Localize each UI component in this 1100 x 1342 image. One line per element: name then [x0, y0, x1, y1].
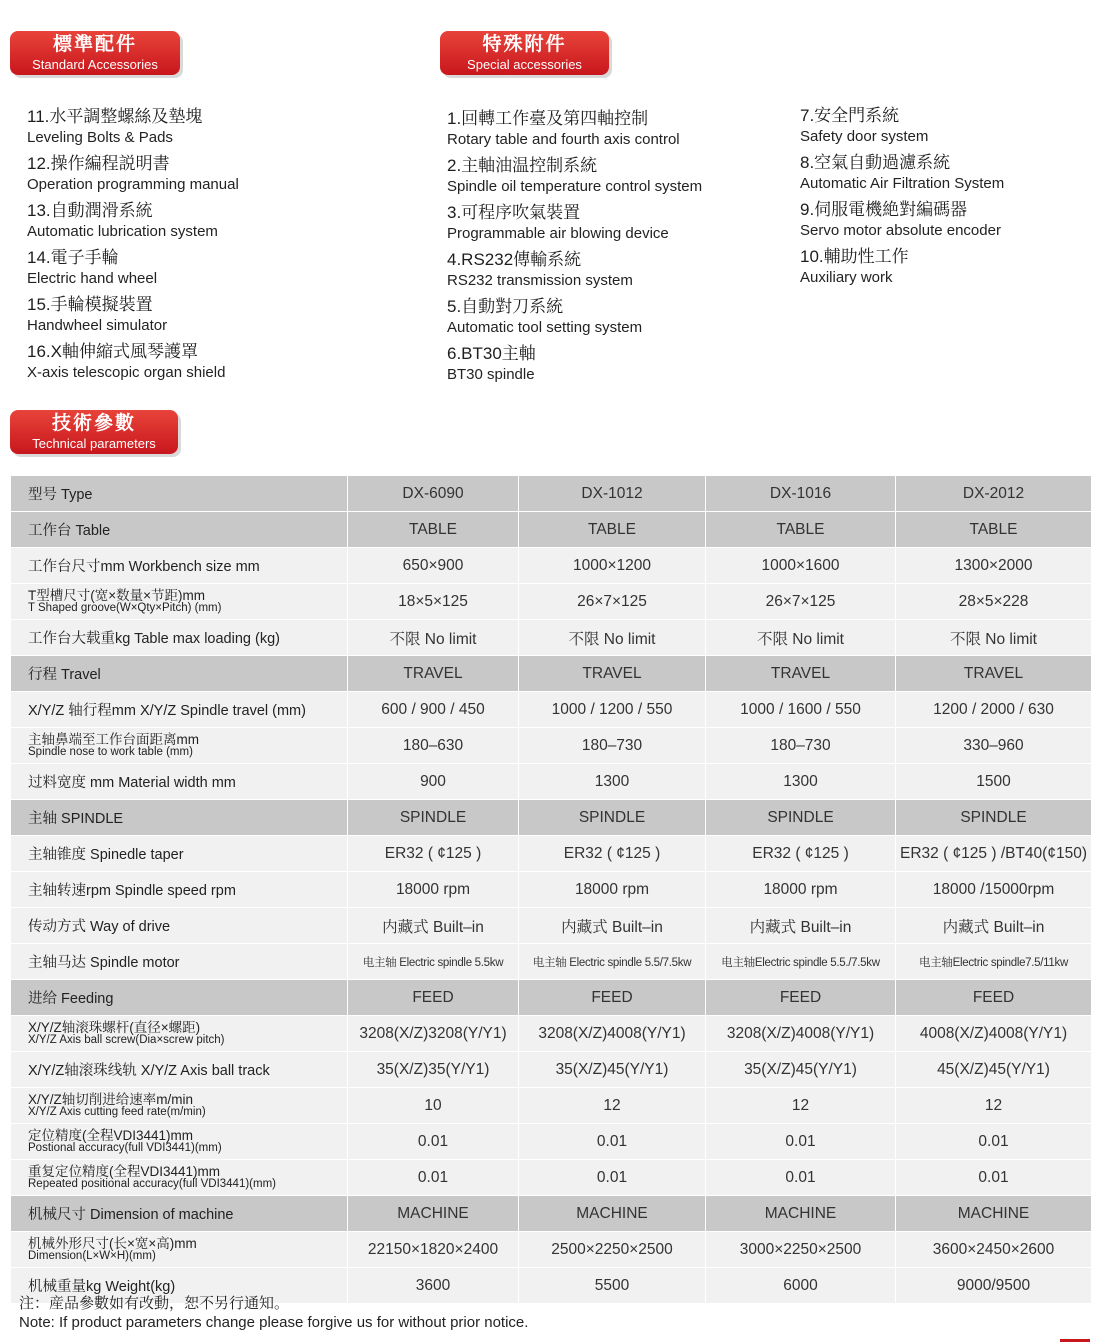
table-cell: MACHINE	[706, 1196, 896, 1232]
row-label-zh: X/Y/Z轴滚珠螺杆(直径×螺距)	[28, 1020, 201, 1035]
row-label-en: Repeated positional accuracy(full VDI3441)(mm)	[28, 1178, 276, 1190]
row-label	[11, 548, 348, 584]
table-cell: 1300	[519, 764, 706, 800]
row-label	[11, 512, 348, 548]
accessory-item-en: Operation programming manual	[27, 176, 239, 193]
row-label-text: 工作台尺寸mm Workbench size mm	[28, 559, 260, 575]
row-label-zh: 定位精度(全程VDI3441)mm	[28, 1128, 194, 1143]
row-label-zh: 机械外形尺寸(长×宽×高)mm	[28, 1236, 197, 1251]
row-label	[11, 584, 348, 620]
accessory-item-en: Servo motor absolute encoder	[800, 222, 1001, 239]
table-cell: 9000/9500	[896, 1268, 1092, 1304]
accessory-item	[447, 108, 680, 150]
special-accessories-subtitle: Special accessories	[467, 57, 582, 72]
accessory-item	[800, 199, 1001, 241]
row-label-text: 主轴锥度 Spinedle taper	[28, 847, 184, 863]
table-cell: 900	[348, 764, 519, 800]
row-label	[11, 944, 348, 980]
table-row	[11, 1124, 1092, 1160]
table-cell: 1500	[896, 764, 1092, 800]
table-cell: ER32 ( ¢125 )	[706, 836, 896, 872]
table-cell: ER32 ( ¢125 )	[348, 836, 519, 872]
table-cell: 10	[348, 1088, 519, 1124]
row-label-en: Postional accuracy(full VDI3441)(mm)	[28, 1142, 222, 1154]
table-row	[11, 800, 1092, 836]
accessory-item	[447, 296, 642, 338]
accessory-item-en: Rotary table and fourth axis control	[447, 131, 680, 148]
accessory-item-zh: 15.手輪模擬裝置	[27, 295, 153, 314]
accessory-item-en: Spindle oil temperature control system	[447, 178, 703, 195]
row-label	[11, 1196, 348, 1232]
table-cell: 12	[519, 1088, 706, 1124]
table-cell: 内藏式 Built–in	[519, 908, 706, 944]
table-cell: MACHINE	[519, 1196, 706, 1232]
table-cell: SPINDLE	[519, 800, 706, 836]
accessory-item-zh: 11.水平調整螺絲及墊塊	[27, 107, 203, 126]
row-label	[11, 728, 348, 764]
table-cell: FEED	[348, 980, 519, 1016]
table-cell: 不限 No limit	[896, 620, 1092, 656]
table-row	[11, 1052, 1092, 1088]
row-label	[11, 1016, 348, 1052]
table-cell: DX-1016	[706, 476, 896, 512]
table-cell: TRAVEL	[706, 656, 896, 692]
row-label-text: 主轴 SPINDLE	[28, 811, 124, 827]
row-label	[11, 836, 348, 872]
table-cell: 35(X/Z)35(Y/Y1)	[348, 1052, 519, 1088]
table-cell: 35(X/Z)45(Y/Y1)	[706, 1052, 896, 1088]
table-cell: 180–730	[706, 728, 896, 764]
table-cell: SPINDLE	[896, 800, 1092, 836]
table-cell: 1000 / 1200 / 550	[519, 692, 706, 728]
accessory-item-en: Programmable air blowing device	[447, 225, 669, 242]
table-cell: 1000×1600	[706, 548, 896, 584]
accessory-item-zh: 2.主軸油温控制系統	[447, 156, 598, 175]
table-cell: 0.01	[519, 1160, 706, 1196]
table-cell: DX-1012	[519, 476, 706, 512]
special-accessories-badge	[440, 31, 609, 75]
accessory-item-zh: 3.可程序吹氣裝置	[447, 203, 581, 222]
table-row	[11, 1016, 1092, 1052]
table-cell: 3600	[348, 1268, 519, 1304]
row-label-text: 机械尺寸 Dimension of machine	[28, 1207, 234, 1223]
row-label	[11, 692, 348, 728]
accessory-item	[800, 152, 1004, 194]
table-cell: 18000 rpm	[706, 872, 896, 908]
table-cell: 3600×2450×2600	[896, 1232, 1092, 1268]
row-label	[11, 1160, 348, 1196]
accessory-item-en: Automatic Air Filtration System	[800, 175, 1005, 192]
table-cell: 3208(X/Z)4008(Y/Y1)	[706, 1016, 896, 1052]
row-label	[11, 872, 348, 908]
accessory-item-zh: 7.安全門系統	[800, 106, 900, 125]
standard-accessories-subtitle: Standard Accessories	[32, 57, 158, 72]
technical-parameters-badge	[10, 410, 178, 454]
accessory-item-zh: 6.BT30主軸	[447, 344, 536, 363]
accessory-item-zh: 4.RS232傳輸系統	[447, 250, 582, 269]
table-cell: 1000 / 1600 / 550	[706, 692, 896, 728]
row-label-zh: X/Y/Z轴切削进给速率m/min	[28, 1092, 194, 1107]
table-cell: TABLE	[896, 512, 1092, 548]
table-cell: 330–960	[896, 728, 1092, 764]
table-cell: 180–730	[519, 728, 706, 764]
table-cell: 18000 /15000rpm	[896, 872, 1092, 908]
table-row	[11, 980, 1092, 1016]
table-cell: 不限 No limit	[348, 620, 519, 656]
table-cell: 电主轴Electric spindle7.5/11kw	[896, 944, 1092, 980]
row-label-text: 行程 Travel	[28, 667, 101, 683]
table-cell: 2500×2250×2500	[519, 1232, 706, 1268]
table-cell: 电主轴Electric spindle 5.5./7.5kw	[706, 944, 896, 980]
table-cell: 电主轴 Electric spindle 5.5/7.5kw	[519, 944, 706, 980]
accessory-item-zh: 14.電子手輪	[27, 248, 119, 267]
row-label	[11, 1052, 348, 1088]
table-row	[11, 908, 1092, 944]
accessory-item-en: RS232 transmission system	[447, 272, 633, 289]
table-row	[11, 944, 1092, 980]
table-cell: 电主轴 Electric spindle 5.5kw	[348, 944, 519, 980]
row-label-text: 工作台 Table	[28, 523, 111, 539]
row-label-zh: T型槽尺寸(宽×数量×节距)mm	[28, 588, 205, 603]
row-label-en: X/Y/Z Axis ball screw(Dia×screw pitch)	[28, 1034, 225, 1046]
accessory-item	[447, 202, 669, 244]
notice-en: Note: If product parameters change please forgive us for without prior notice.	[19, 1314, 529, 1331]
row-label-en: Dimension(L×W×H)(mm)	[28, 1250, 156, 1262]
table-cell: 12	[706, 1088, 896, 1124]
table-row	[11, 548, 1092, 584]
table-cell: 28×5×228	[896, 584, 1092, 620]
table-row	[11, 836, 1092, 872]
table-row	[11, 512, 1092, 548]
table-cell: SPINDLE	[348, 800, 519, 836]
table-cell: 3208(X/Z)3208(Y/Y1)	[348, 1016, 519, 1052]
accessory-item	[800, 246, 909, 288]
row-label	[11, 656, 348, 692]
table-cell: TABLE	[348, 512, 519, 548]
table-cell: TABLE	[706, 512, 896, 548]
accessory-item	[447, 343, 536, 385]
table-cell: 1300	[706, 764, 896, 800]
table-cell: TRAVEL	[519, 656, 706, 692]
table-cell: FEED	[519, 980, 706, 1016]
table-cell: SPINDLE	[706, 800, 896, 836]
table-cell: 0.01	[519, 1124, 706, 1160]
table-row	[11, 476, 1092, 512]
table-cell: 0.01	[348, 1124, 519, 1160]
table-cell: 0.01	[706, 1124, 896, 1160]
accessory-item	[800, 105, 928, 147]
table-cell: 4008(X/Z)4008(Y/Y1)	[896, 1016, 1092, 1052]
table-cell: 12	[896, 1088, 1092, 1124]
row-label-text: 过料宽度 mm Material width mm	[28, 775, 236, 791]
table-cell: 26×7×125	[519, 584, 706, 620]
table-cell: MACHINE	[896, 1196, 1092, 1232]
row-label	[11, 980, 348, 1016]
table-cell: 35(X/Z)45(Y/Y1)	[519, 1052, 706, 1088]
accessory-item-en: X-axis telescopic organ shield	[27, 364, 226, 381]
accessory-item-en: Safety door system	[800, 128, 929, 145]
standard-accessories-badge	[10, 31, 180, 75]
accessory-item-zh: 9.伺服電機絶對編碼器	[800, 200, 968, 219]
accessory-item	[447, 249, 633, 291]
accessory-item-zh: 16.X軸伸縮式風琴護罩	[27, 342, 198, 361]
table-row	[11, 1196, 1092, 1232]
table-cell: 22150×1820×2400	[348, 1232, 519, 1268]
table-cell: 不限 No limit	[519, 620, 706, 656]
table-cell: 180–630	[348, 728, 519, 764]
table-row	[11, 1088, 1092, 1124]
row-label	[11, 476, 348, 512]
table-cell: FEED	[896, 980, 1092, 1016]
accessory-item	[27, 294, 167, 336]
table-cell: 1000×1200	[519, 548, 706, 584]
accessory-item	[27, 247, 157, 289]
table-row	[11, 728, 1092, 764]
table-cell: 0.01	[896, 1124, 1092, 1160]
table-cell: 650×900	[348, 548, 519, 584]
table-cell: ER32 ( ¢125 )	[519, 836, 706, 872]
accessory-item-zh: 12.操作編程説明書	[27, 154, 170, 173]
table-cell: 1300×2000	[896, 548, 1092, 584]
accessory-item-zh: 1.回轉工作臺及第四軸控制	[447, 109, 649, 128]
special-accessories-title: 特殊附件	[482, 34, 567, 55]
table-cell: 0.01	[706, 1160, 896, 1196]
row-label-text: 主轴转速rpm Spindle speed rpm	[28, 883, 236, 899]
table-cell: TRAVEL	[348, 656, 519, 692]
row-label-text: 主轴马达 Spindle motor	[28, 955, 180, 971]
row-label-text: 传动方式 Way of drive	[28, 919, 171, 935]
accessory-item	[27, 106, 202, 148]
standard-accessories-title: 標準配件	[52, 34, 137, 55]
accessory-item	[447, 155, 702, 197]
table-cell: 1200 / 2000 / 630	[896, 692, 1092, 728]
row-label	[11, 1088, 348, 1124]
accessory-item-zh: 10.輔助性工作	[800, 247, 909, 266]
row-label	[11, 908, 348, 944]
table-cell: DX-6090	[348, 476, 519, 512]
table-cell: 6000	[706, 1268, 896, 1304]
table-row	[11, 656, 1092, 692]
row-label-en: Spindle nose to work table (mm)	[28, 746, 193, 758]
table-cell: 内藏式 Built–in	[348, 908, 519, 944]
table-row	[11, 1232, 1092, 1268]
accessory-item	[27, 341, 225, 383]
row-label-zh: 主轴鼻端至工作台面距离mm	[28, 732, 199, 747]
table-cell: 0.01	[896, 1160, 1092, 1196]
table-cell: 3000×2250×2500	[706, 1232, 896, 1268]
accessory-item-zh: 5.自動對刀系統	[447, 297, 564, 316]
table-cell: 18000 rpm	[519, 872, 706, 908]
row-label	[11, 620, 348, 656]
table-cell: 不限 No limit	[706, 620, 896, 656]
accessory-item-en: Electric hand wheel	[27, 270, 158, 287]
row-label	[11, 1232, 348, 1268]
row-label-text: X/Y/Z轴滚珠线轨 X/Y/Z Axis ball track	[28, 1063, 270, 1079]
technical-parameters-subtitle: Technical parameters	[32, 436, 156, 451]
table-cell: 45(X/Z)45(Y/Y1)	[896, 1052, 1092, 1088]
row-label-text: 工作台大载重kg Table max loading (kg)	[28, 631, 280, 647]
table-cell: 内藏式 Built–in	[896, 908, 1092, 944]
row-label	[11, 800, 348, 836]
table-cell: 18×5×125	[348, 584, 519, 620]
accessory-item-en: Auxiliary work	[800, 269, 893, 286]
technical-parameters-table	[10, 475, 1092, 1304]
table-cell: TABLE	[519, 512, 706, 548]
row-label-en: X/Y/Z Axis cutting feed rate(m/min)	[28, 1106, 206, 1118]
accessory-item	[27, 200, 218, 242]
table-cell: ER32 ( ¢125 ) /BT40(¢150)	[896, 836, 1092, 872]
table-row	[11, 692, 1092, 728]
table-cell: 3208(X/Z)4008(Y/Y1)	[519, 1016, 706, 1052]
accessory-item-en: Leveling Bolts & Pads	[27, 129, 173, 146]
accessory-item	[27, 153, 239, 195]
table-row	[11, 584, 1092, 620]
row-label	[11, 764, 348, 800]
accessory-item-en: Handwheel simulator	[27, 317, 168, 334]
table-cell: DX-2012	[896, 476, 1092, 512]
accessory-item-en: BT30 spindle	[447, 366, 535, 383]
table-cell: 18000 rpm	[348, 872, 519, 908]
table-cell: 内藏式 Built–in	[706, 908, 896, 944]
accessory-item-zh: 8.空氣自動過濾系統	[800, 153, 951, 172]
row-label-text: 型号 Type	[28, 487, 93, 503]
table-row	[11, 620, 1092, 656]
table-cell: 26×7×125	[706, 584, 896, 620]
accessory-item-en: Automatic lubrication system	[27, 223, 218, 240]
table-cell: 0.01	[348, 1160, 519, 1196]
accessory-item-en: Automatic tool setting system	[447, 319, 643, 336]
accessory-item-zh: 13.自動潤滑系統	[27, 201, 153, 220]
row-label	[11, 1124, 348, 1160]
table-cell: 5500	[519, 1268, 706, 1304]
table-cell: 600 / 900 / 450	[348, 692, 519, 728]
table-cell: TRAVEL	[896, 656, 1092, 692]
table-cell: FEED	[706, 980, 896, 1016]
table-row	[11, 872, 1092, 908]
table-row	[11, 764, 1092, 800]
table-row	[11, 1160, 1092, 1196]
row-label-zh: 重复定位精度(全程VDI3441)mm	[28, 1164, 221, 1179]
row-label-en: T Shaped groove(W×Qty×Pitch) (mm)	[28, 602, 222, 614]
table-cell: MACHINE	[348, 1196, 519, 1232]
notice-zh: 注：産品參數如有改動，恕不另行通知。	[19, 1295, 290, 1312]
technical-parameters-title: 技術參數	[51, 413, 136, 434]
row-label-text: 进给 Feeding	[28, 991, 114, 1007]
row-label-text: X/Y/Z 轴行程mm X/Y/Z Spindle travel (mm)	[28, 703, 306, 719]
row-label-text: 机械重量kg Weight(kg)	[28, 1279, 176, 1295]
